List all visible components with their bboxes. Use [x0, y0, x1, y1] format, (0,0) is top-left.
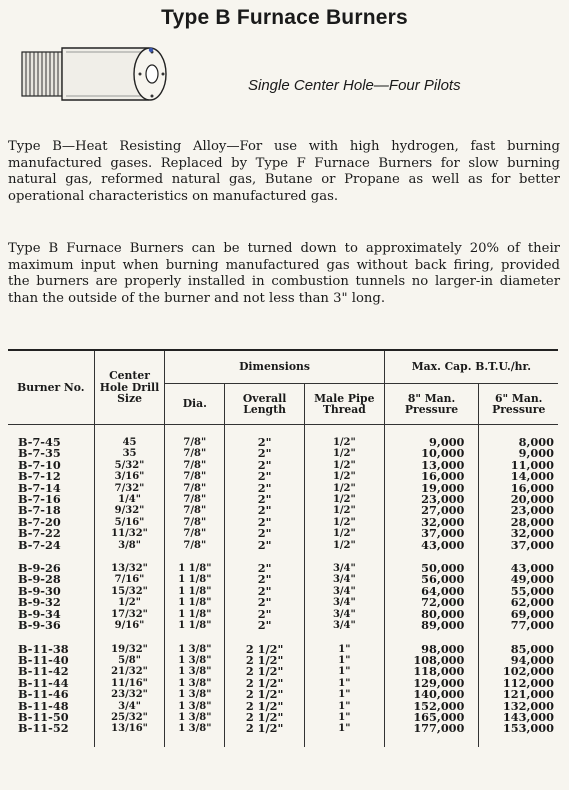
cell-drill-size: 19/32" — [94, 644, 165, 655]
cell-thread: 1" — [304, 701, 384, 712]
cell-drill-size: 9/16" — [94, 620, 165, 631]
cell-length: 2" — [225, 574, 305, 585]
table-row — [8, 586, 558, 597]
cell-dia: 7/8" — [165, 505, 225, 516]
cell-dia: 1 3/8" — [165, 655, 225, 666]
cell-thread: 1" — [304, 678, 384, 689]
cell-8in-capacity: 177,000 — [384, 723, 479, 734]
subtitle: Single Center Hole—Four Pilots — [248, 77, 461, 94]
cell-dia: 7/8" — [165, 471, 225, 482]
cell-dia: 1 3/8" — [165, 712, 225, 723]
cell-drill-size: 3/4" — [94, 701, 165, 712]
cell-8in-capacity: 64,000 — [384, 586, 479, 597]
table-row — [8, 597, 558, 608]
cell-thread: 1/2" — [304, 483, 384, 494]
table-row — [8, 437, 558, 448]
table-row — [8, 689, 558, 700]
cell-dia: 7/8" — [165, 460, 225, 471]
cell-burner-no: B-9-26 — [18, 561, 61, 576]
cell-6in-capacity: 16,000 — [479, 483, 558, 494]
cell-length: 2" — [225, 460, 305, 471]
cell-dia: 7/8" — [165, 483, 225, 494]
cell-burner-no: B-11-48 — [18, 698, 69, 713]
cell-drill-size: 17/32" — [94, 609, 165, 620]
cell-6in-capacity: 62,000 — [479, 597, 558, 608]
cell-thread: 3/4" — [304, 586, 384, 597]
table-row — [8, 678, 558, 689]
cell-thread: 1" — [304, 712, 384, 723]
table-row — [8, 574, 558, 585]
cell-thread: 1/2" — [304, 540, 384, 551]
cell-8in-capacity: 27,000 — [384, 505, 479, 516]
header-overall-length: Overall Length — [225, 384, 305, 425]
cell-dia: 1 3/8" — [165, 723, 225, 734]
cell-drill-size: 25/32" — [94, 712, 165, 723]
cell-6in-capacity: 143,000 — [479, 712, 558, 723]
cell-8in-capacity: 13,000 — [384, 460, 479, 471]
cell-length: 2" — [225, 505, 305, 516]
cell-thread: 1/2" — [304, 448, 384, 459]
cell-burner-no: B-7-12 — [18, 469, 61, 484]
cell-drill-size: 15/32" — [94, 586, 165, 597]
cell-drill-size: 9/32" — [94, 505, 165, 516]
table-row — [8, 644, 558, 655]
cell-8in-capacity: 140,000 — [384, 689, 479, 700]
table-row — [8, 483, 558, 494]
cell-thread: 1/2" — [304, 494, 384, 505]
cell-burner-no: B-9-28 — [18, 572, 61, 587]
cell-dia: 1 3/8" — [165, 666, 225, 677]
cell-length: 2" — [225, 597, 305, 608]
table-row — [8, 448, 558, 459]
table-row — [8, 471, 558, 482]
cell-drill-size: 5/8" — [94, 655, 165, 666]
cell-length: 2" — [225, 471, 305, 482]
cell-length: 2" — [225, 620, 305, 631]
cell-6in-capacity: 20,000 — [479, 494, 558, 505]
cell-6in-capacity: 8,000 — [479, 437, 558, 448]
table-row — [8, 540, 558, 551]
cell-drill-size: 5/16" — [94, 517, 165, 528]
cell-thread: 1" — [304, 666, 384, 677]
description-paragraph-2: Type B Furnace Burners can be turned down to approximately 20% of their maximum input when burning manufactured gas without back firing, provided the burners are properly installed in combustion tunnels no larger-in diameter than the outside of the burner and not less than 3" long. — [8, 241, 560, 306]
cell-thread: 1" — [304, 644, 384, 655]
cell-length: 2" — [225, 540, 305, 551]
cell-length: 2" — [225, 483, 305, 494]
cell-6in-capacity: 69,000 — [479, 609, 558, 620]
cell-drill-size: 45 — [94, 437, 165, 448]
cell-length: 2" — [225, 609, 305, 620]
cell-length: 2 1/2" — [225, 644, 305, 655]
cell-thread: 1" — [304, 689, 384, 700]
cell-drill-size: 7/32" — [94, 483, 165, 494]
cell-thread: 1/2" — [304, 471, 384, 482]
cell-length: 2 1/2" — [225, 666, 305, 677]
cell-drill-size: 1/4" — [94, 494, 165, 505]
table-row — [8, 563, 558, 574]
cell-dia: 1 1/8" — [165, 574, 225, 585]
cell-burner-no: B-7-35 — [18, 446, 61, 461]
cell-8in-capacity: 108,000 — [384, 655, 479, 666]
cell-length: 2" — [225, 586, 305, 597]
cell-burner-no: B-9-36 — [18, 618, 61, 633]
cell-8in-capacity: 19,000 — [384, 483, 479, 494]
cell-drill-size: 23/32" — [94, 689, 165, 700]
cell-drill-size: 3/8" — [94, 540, 165, 551]
cell-dia: 1 1/8" — [165, 586, 225, 597]
cell-6in-capacity: 49,000 — [479, 574, 558, 585]
cell-burner-no: B-11-38 — [18, 641, 69, 656]
cell-thread: 1/2" — [304, 528, 384, 539]
cell-6in-capacity: 37,000 — [479, 540, 558, 551]
cell-length: 2 1/2" — [225, 723, 305, 734]
cell-dia: 1 3/8" — [165, 678, 225, 689]
cell-6in-capacity: 23,000 — [479, 505, 558, 516]
header-burner-no: Burner No. — [8, 350, 94, 425]
header-pipe-thread: Male Pipe Thread — [304, 384, 384, 425]
cell-length: 2" — [225, 528, 305, 539]
cell-burner-no: B-7-10 — [18, 457, 61, 472]
cell-6in-capacity: 43,000 — [479, 563, 558, 574]
table-row — [8, 494, 558, 505]
cell-dia: 1 3/8" — [165, 701, 225, 712]
cell-burner-no: B-11-42 — [18, 664, 69, 679]
cell-6in-capacity: 14,000 — [479, 471, 558, 482]
cell-drill-size: 35 — [94, 448, 165, 459]
cell-burner-no: B-7-24 — [18, 537, 61, 552]
cell-thread: 3/4" — [304, 574, 384, 585]
cell-thread: 1" — [304, 655, 384, 666]
cell-dia: 7/8" — [165, 540, 225, 551]
cell-8in-capacity: 9,000 — [384, 437, 479, 448]
cell-8in-capacity: 165,000 — [384, 712, 479, 723]
cell-drill-size: 13/16" — [94, 723, 165, 734]
table-row — [8, 460, 558, 471]
table-row — [8, 528, 558, 539]
cell-drill-size: 11/16" — [94, 678, 165, 689]
header-dia: Dia. — [165, 384, 225, 425]
cell-8in-capacity: 152,000 — [384, 701, 479, 712]
table-row — [8, 609, 558, 620]
cell-length: 2 1/2" — [225, 678, 305, 689]
cell-dia: 7/8" — [165, 437, 225, 448]
cell-length: 2" — [225, 494, 305, 505]
burner-spec-table — [8, 349, 558, 747]
cell-burner-no: B-9-32 — [18, 595, 61, 610]
cell-thread: 1/2" — [304, 505, 384, 516]
cell-8in-capacity: 56,000 — [384, 574, 479, 585]
cell-burner-no: B-7-14 — [18, 480, 61, 495]
cell-6in-capacity: 55,000 — [479, 586, 558, 597]
cell-length: 2 1/2" — [225, 701, 305, 712]
cell-drill-size: 3/16" — [94, 471, 165, 482]
cell-thread: 1/2" — [304, 517, 384, 528]
cell-8in-capacity: 32,000 — [384, 517, 479, 528]
cell-burner-no: B-11-46 — [18, 687, 69, 702]
table-row — [8, 712, 558, 723]
cell-dia: 7/8" — [165, 528, 225, 539]
cell-burner-no: B-11-40 — [18, 652, 69, 667]
cell-thread: 1" — [304, 723, 384, 734]
cell-burner-no: B-11-44 — [18, 675, 69, 690]
table-row — [8, 723, 558, 734]
cell-length: 2" — [225, 437, 305, 448]
header-8in-pressure: 8" Man. Pressure — [384, 384, 479, 425]
cell-thread: 1/2" — [304, 460, 384, 471]
cell-burner-no: B-9-34 — [18, 606, 61, 621]
cell-8in-capacity: 118,000 — [384, 666, 479, 677]
cell-6in-capacity: 94,000 — [479, 655, 558, 666]
cell-dia: 1 1/8" — [165, 563, 225, 574]
cell-thread: 3/4" — [304, 609, 384, 620]
cell-burner-no: B-7-16 — [18, 492, 61, 507]
cell-dia: 1 1/8" — [165, 597, 225, 608]
cell-drill-size: 1/2" — [94, 597, 165, 608]
cell-dia: 1 1/8" — [165, 620, 225, 631]
cell-drill-size: 11/32" — [94, 528, 165, 539]
cell-6in-capacity: 121,000 — [479, 689, 558, 700]
cell-dia: 1 1/8" — [165, 609, 225, 620]
cell-drill-size: 7/16" — [94, 574, 165, 585]
cell-6in-capacity: 153,000 — [479, 723, 558, 734]
cell-drill-size: 21/32" — [94, 666, 165, 677]
cell-6in-capacity: 77,000 — [479, 620, 558, 631]
cell-thread: 3/4" — [304, 620, 384, 631]
cell-dia: 1 3/8" — [165, 644, 225, 655]
header-drill-size: Center Hole Drill Size — [94, 350, 165, 425]
cell-burner-no: B-9-30 — [18, 583, 61, 598]
cell-burner-no: B-11-50 — [18, 709, 69, 724]
header-dimensions: Dimensions — [165, 350, 384, 384]
cell-8in-capacity: 89,000 — [384, 620, 479, 631]
cell-burner-no: B-7-20 — [18, 514, 61, 529]
cell-8in-capacity: 43,000 — [384, 540, 479, 551]
cell-length: 2 1/2" — [225, 712, 305, 723]
cell-8in-capacity: 37,000 — [384, 528, 479, 539]
table-row — [8, 701, 558, 712]
cell-length: 2" — [225, 563, 305, 574]
cell-6in-capacity: 112,000 — [479, 678, 558, 689]
cell-8in-capacity: 23,000 — [384, 494, 479, 505]
cell-8in-capacity: 10,000 — [384, 448, 479, 459]
description-paragraph-1: Type B—Heat Resisting Alloy—For use with high hydrogen, fast burning manufactured gases. Replaced by Type F Furnace Burners for slow burning natural gas, reformed natural gas, Butane or Propane as well as for better operational characteristics on manufactured gas. — [8, 139, 560, 204]
cell-8in-capacity: 72,000 — [384, 597, 479, 608]
cell-6in-capacity: 28,000 — [479, 517, 558, 528]
cell-6in-capacity: 102,000 — [479, 666, 558, 677]
table-row — [8, 666, 558, 677]
header-max-capacity: Max. Cap. B.T.U./hr. — [384, 350, 558, 384]
cell-6in-capacity: 11,000 — [479, 460, 558, 471]
table-row — [8, 517, 558, 528]
cell-length: 2" — [225, 448, 305, 459]
header-6in-pressure: 6" Man. Pressure — [479, 384, 558, 425]
cell-8in-capacity: 98,000 — [384, 644, 479, 655]
cell-burner-no: B-7-45 — [18, 435, 61, 449]
page-title: Type B Furnace Burners — [161, 6, 408, 29]
burner-illustration — [20, 38, 170, 110]
cell-length: 2 1/2" — [225, 655, 305, 666]
cell-drill-size: 5/32" — [94, 460, 165, 471]
cell-thread: 1/2" — [304, 437, 384, 448]
cell-8in-capacity: 16,000 — [384, 471, 479, 482]
cell-length: 2" — [225, 517, 305, 528]
cell-6in-capacity: 9,000 — [479, 448, 558, 459]
cell-dia: 7/8" — [165, 494, 225, 505]
cell-burner-no: B-7-18 — [18, 503, 61, 518]
cell-drill-size: 13/32" — [94, 563, 165, 574]
cell-length: 2 1/2" — [225, 689, 305, 700]
cell-burner-no: B-7-22 — [18, 526, 61, 541]
table-row — [8, 620, 558, 631]
cell-6in-capacity: 32,000 — [479, 528, 558, 539]
table-row — [8, 505, 558, 516]
cell-6in-capacity: 132,000 — [479, 701, 558, 712]
cell-8in-capacity: 50,000 — [384, 563, 479, 574]
table-row — [8, 655, 558, 666]
cell-8in-capacity: 129,000 — [384, 678, 479, 689]
cell-thread: 3/4" — [304, 563, 384, 574]
cell-dia: 7/8" — [165, 517, 225, 528]
cell-dia: 1 3/8" — [165, 689, 225, 700]
cell-8in-capacity: 80,000 — [384, 609, 479, 620]
cell-dia: 7/8" — [165, 448, 225, 459]
cell-6in-capacity: 85,000 — [479, 644, 558, 655]
cell-burner-no: B-11-52 — [18, 721, 69, 736]
cell-thread: 3/4" — [304, 597, 384, 608]
table-body — [8, 425, 558, 747]
